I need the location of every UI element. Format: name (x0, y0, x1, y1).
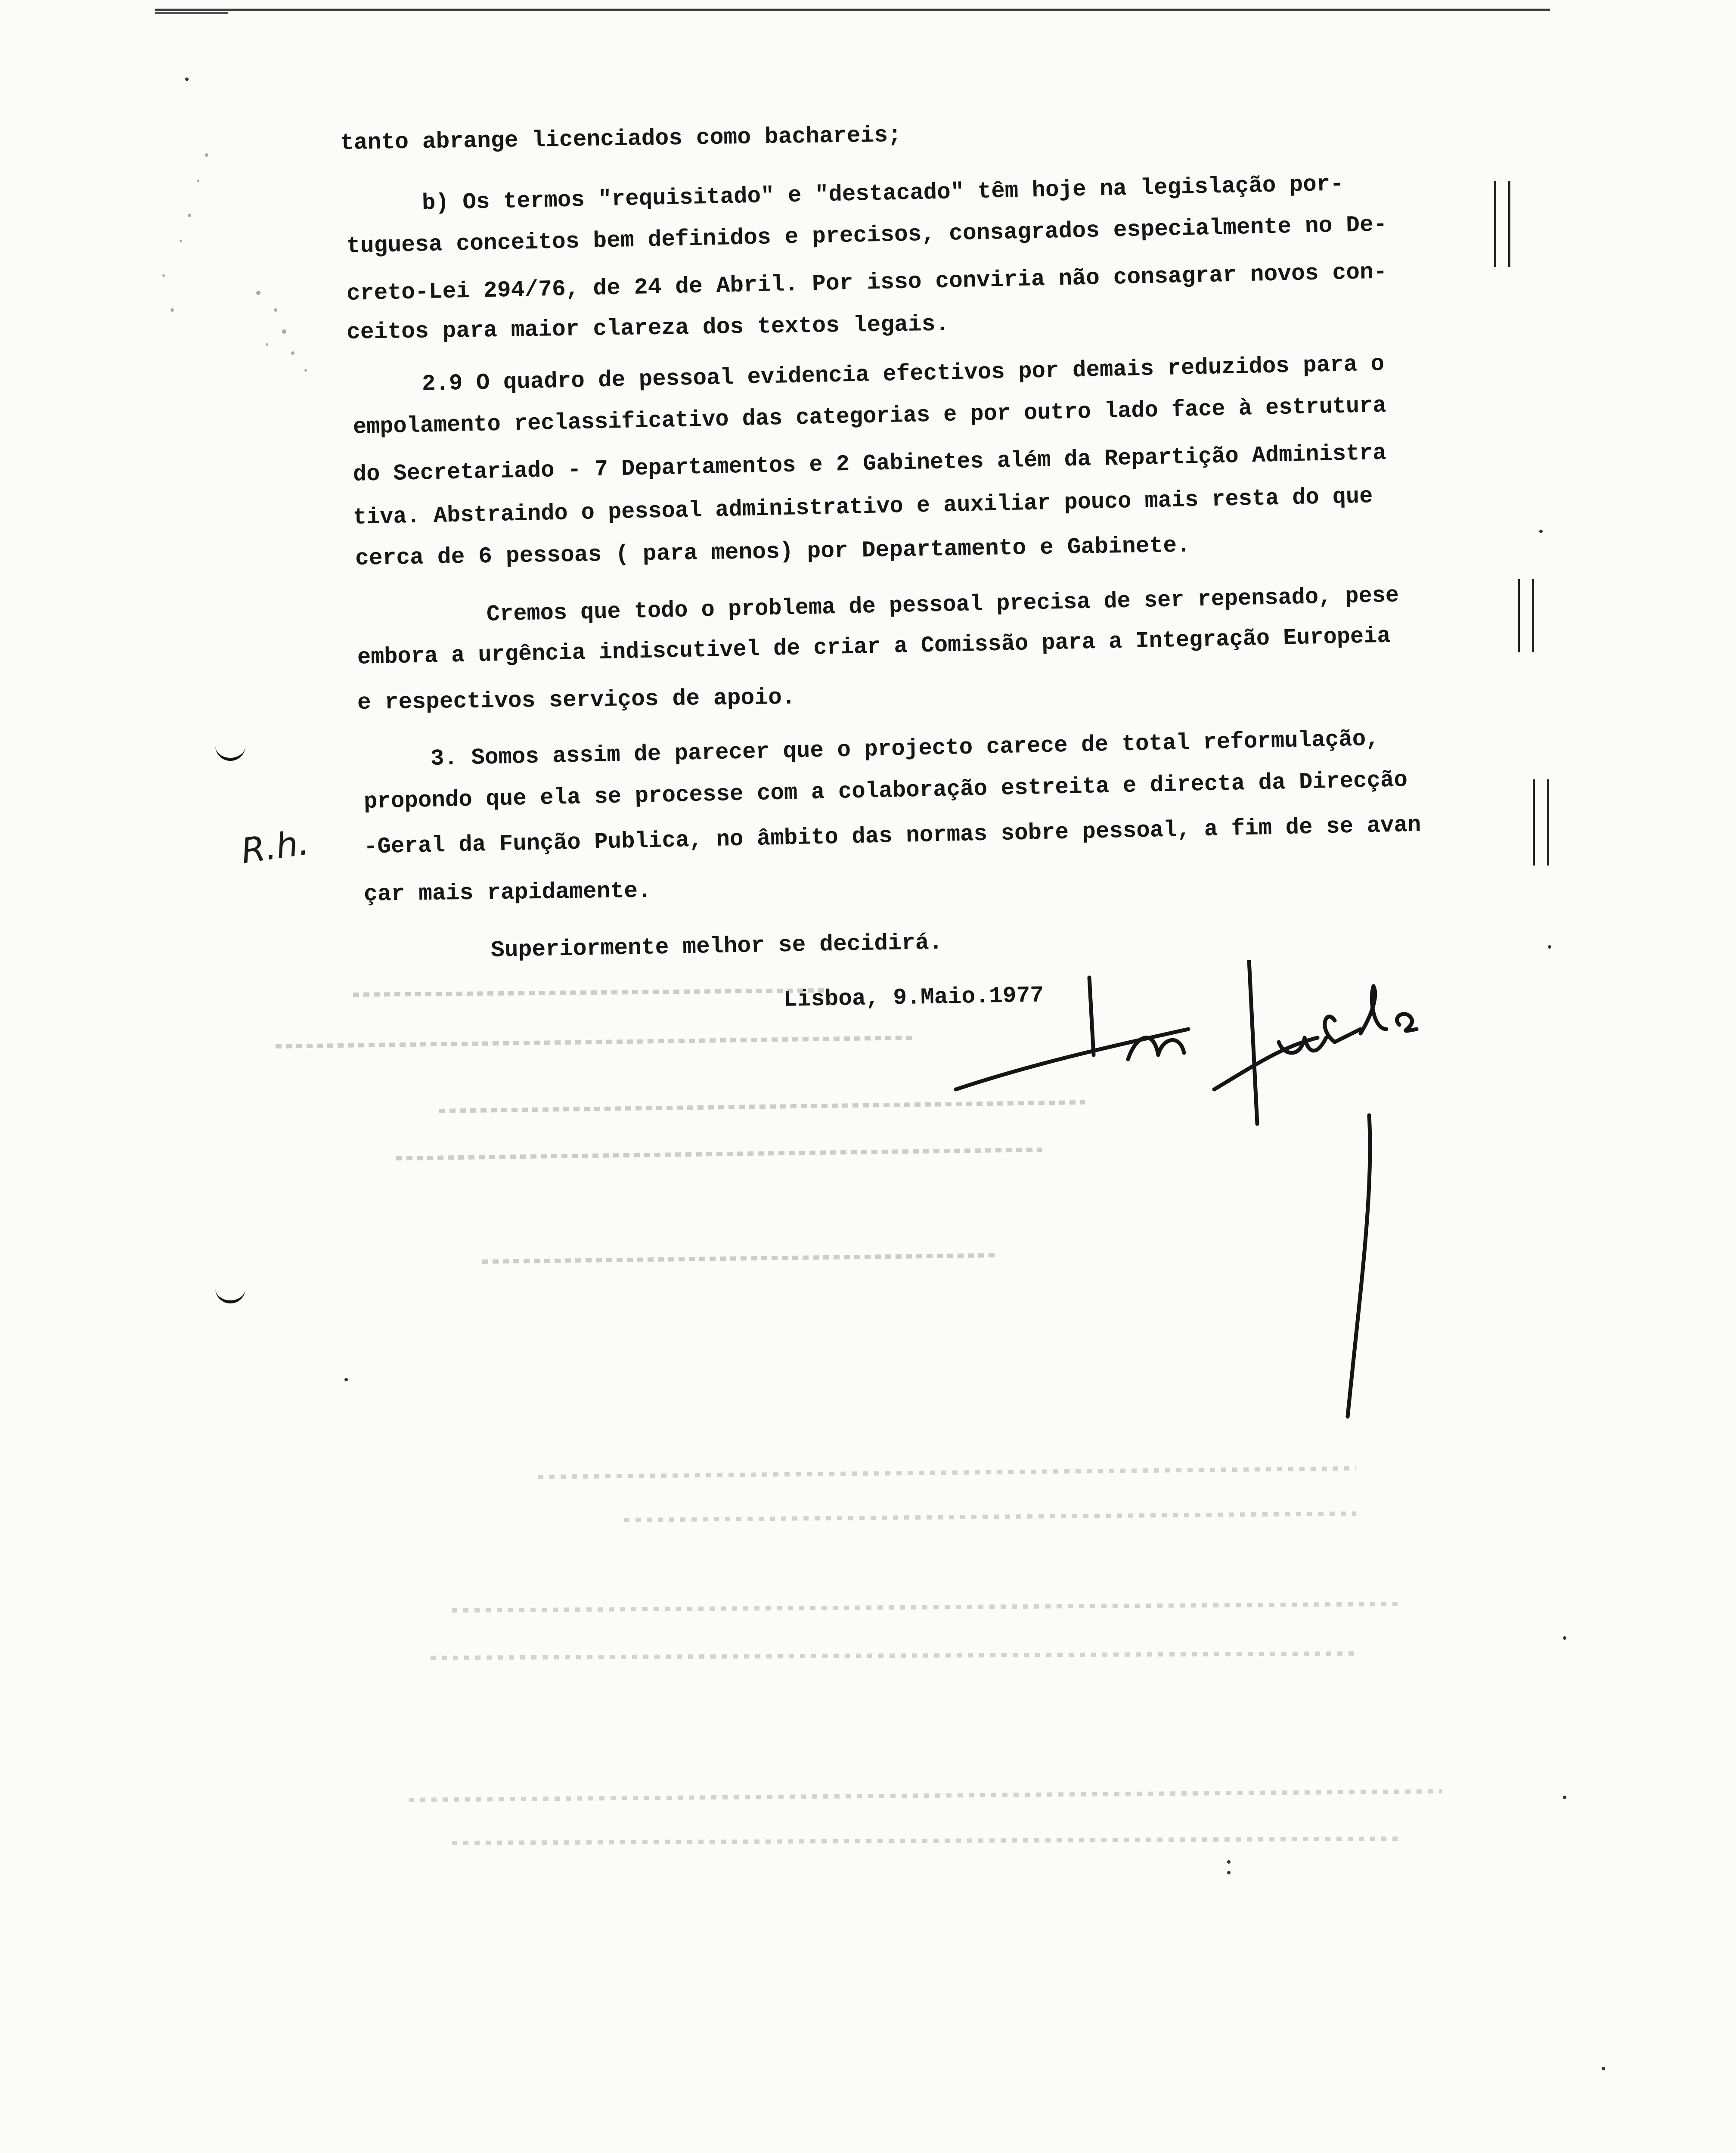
text-line: Superiormente melhor se decidirá. (490, 929, 943, 963)
speck (185, 78, 189, 81)
margin-mark (1533, 779, 1549, 866)
text-line: b) Os termos "requisitado" e "destacado" têm hoje na legislação por- (422, 171, 1344, 216)
margin-mark (1518, 579, 1534, 652)
text-line: tanto abrange licenciados como bachareis; (340, 122, 902, 156)
text-line: ceitos para maior clareza dos textos legais. (346, 311, 949, 345)
scan-noise (155, 129, 370, 388)
margin-handwritten-note: R.h. (239, 822, 311, 872)
text-line: Cremos que todo o problema de pessoal precisa de ser repensado, pese (486, 582, 1399, 627)
text-line: cerca de 6 pessoas ( para menos) por Departamento e Gabinete. (355, 532, 1191, 571)
speck (344, 1378, 348, 1381)
speck (1563, 1796, 1566, 1799)
text-line: çar mais rapidamente. (363, 878, 652, 907)
speck (1539, 530, 1543, 533)
speck (1563, 1636, 1566, 1640)
text-line: e respectivos serviços de apoio. (357, 684, 796, 716)
bleed-through-text (366, 1464, 1442, 1852)
punch-mark (215, 741, 245, 761)
top-rule (155, 9, 1550, 11)
speck (1227, 1860, 1231, 1864)
text-line: -Geral da Função Publica, no âmbito das normas sobre pessoal, a fim de se avan (363, 812, 1422, 860)
text-line: propondo que ela se processe com a colaboração estreita e directa da Direcção (363, 767, 1408, 815)
margin-mark (1494, 181, 1510, 267)
speck (1227, 1871, 1231, 1874)
text-line: tiva. Abstraindo o pessoal administrativo e auxiliar pouco mais resta do que (353, 483, 1373, 530)
text-line: do Secretariado - 7 Departamentos e 2 Gabinetes além da Repartição Administra (353, 440, 1387, 487)
date-line: Lisboa, 9.Maio.1977 (783, 982, 1044, 1013)
text-line: tuguesa conceitos bem definidos e precisos, consagrados especialmente no De- (346, 211, 1388, 259)
handwritten-signature (947, 960, 1464, 1434)
speck (1548, 945, 1551, 949)
punch-mark (215, 1283, 245, 1303)
text-line: creto-Lei 294/76, de 24 de Abril. Por isso conviria não consagrar novos con- (346, 259, 1388, 307)
top-rule-fragment (155, 12, 228, 14)
text-line: 2.9 O quadro de pessoal evidencia efectivos por demais reduzidos para o (422, 351, 1385, 397)
text-line: empolamento reclassificativo das categorias e por outro lado face à estrutura (353, 392, 1387, 440)
text-line: 3. Somos assim de parecer que o projecto carece de total reformulação, (430, 726, 1380, 772)
text-line: embora a urgência indiscutivel de criar a Comissão para a Integração Europeia (357, 623, 1391, 670)
speck (1602, 2067, 1605, 2070)
